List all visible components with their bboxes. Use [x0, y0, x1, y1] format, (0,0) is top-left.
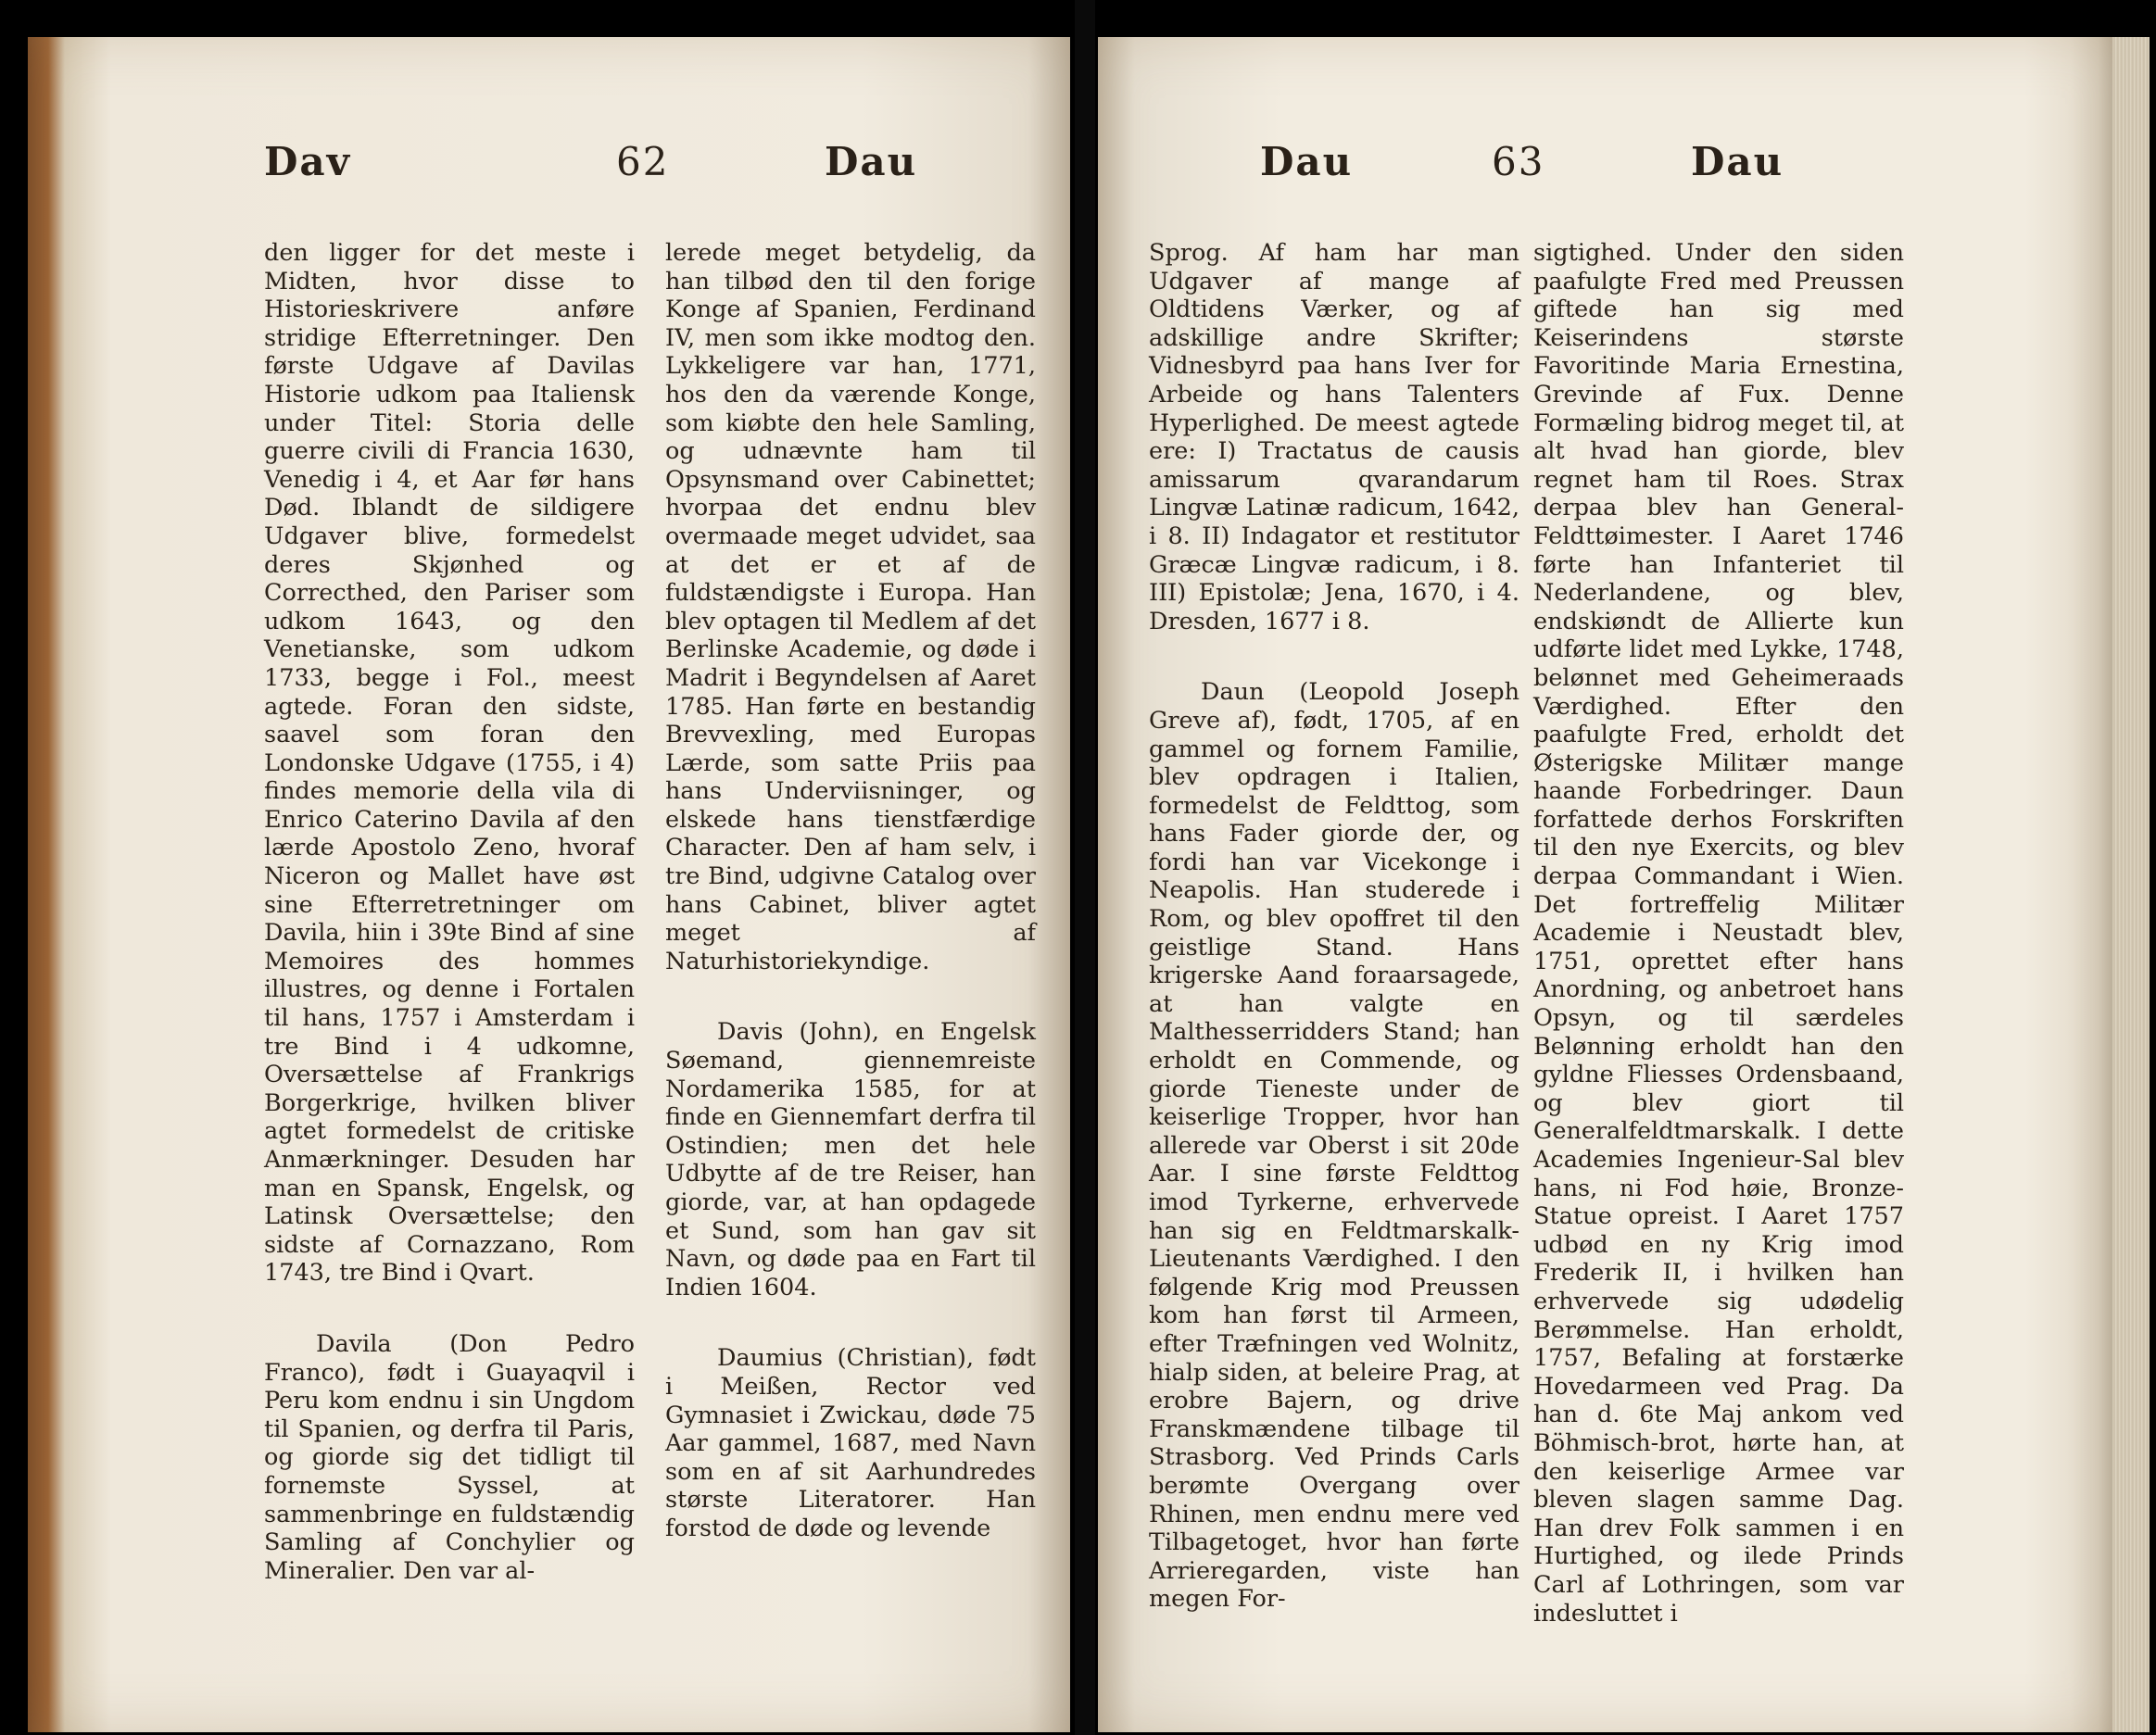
- text-column: [1533, 239, 1904, 1628]
- running-head-left: Dav: [264, 139, 352, 184]
- running-head-right: Dau: [1691, 139, 1784, 184]
- dictionary-entry: Daun (Leopold Joseph Greve af), født, 1705, af en gammel og fornem Familie, blev opdragen i Italien, formedelst de Feldttog, som hans Fader giorde der, og fordi han var Vicekonge i Neapolis. Han studerede i Rom, og blev opoffret til den geistlige Stand. Hans krigerske Aand foraarsagede, at han valgte en Malthesserridders Stand; han erholdt en Commende, og giorde Tieneste under de keiserlige Tropper, hvor han allerede var Oberst i sit 20de Aar. I sine første Feldttog imod Tyrkerne, erhvervede han sig en Feldtmarskalk-Lieutenants Værdighed. I den følgende Krig mod Preussen kom han først til Armeen, efter Træfningen ved Wolnitz, hialp siden, at beleire Prag, at erobre Bajern, og drive Franskmændene tilbage til Strasborg. Ved Prinds Carls berømte Overgang over Rhinen, men endnu mere ved Tilbagetoget, hvor han førte Arrieregarden, viste han megen For-: [1149, 678, 1519, 1614]
- text-column: [264, 239, 635, 1585]
- running-head-right: Dau: [825, 139, 918, 184]
- dictionary-entry: Daumius (Christian), født i Meißen, Rector ved Gymnasiet i Zwickau, døde 75 Aar gammel, 1687, med Navn som en af sit Aarhundredes største Literatorer. Han forstod de døde og levende: [665, 1344, 1036, 1542]
- page-block-edge: [2112, 37, 2150, 1732]
- left-page: [28, 37, 1070, 1732]
- page-number: 62: [616, 139, 670, 184]
- text-column: [1149, 239, 1519, 1614]
- page-number: 63: [1492, 139, 1545, 184]
- book-gutter: [1075, 0, 1095, 1735]
- text-continuation: Sprog. Af ham har man Udgaver af mange af Oldtidens Værker, og af adskillige andre Skrifter; Vidnesbyrd paa hans Iver for Arbeide og hans Talenters Hyperlighed. De meest agtede ere: I) Tractatus de causis amissarum qvarandarum Lingvæ Latinæ radicum, 1642, i 8. II) Indagator et restitutor Græcæ Lingvæ radicum, i 8. III) Epistolæ; Jena, 1670, i 4. Dresden, 1677 i 8.: [1149, 239, 1519, 635]
- right-page: [1098, 37, 2126, 1732]
- dictionary-entry: Davila (Don Pedro Franco), født i Guayaqvil i Peru kom endnu i sin Ungdom til Spanien, og derfra til Paris, og giorde sig det tidligt til fornemste Syssel, at sammenbringe en fuldstændig Samling af Conchylier og Mineralier. Den var al-: [264, 1329, 635, 1585]
- running-head-left: Dau: [1260, 139, 1354, 184]
- text-continuation: sigtighed. Under den siden paafulgte Fred med Preussen giftede han sig med Keiserindens største Favoritinde Maria Ernestina, Grevinde af Fux. Denne Formæling bidrog meget til, at alt hvad han giorde, blev regnet ham til Roes. Strax derpaa blev han General-Feldttøimester. I Aaret 1746 førte han Infanteriet til Nederlandene, og blev, endskiøndt de Allierte kun udførte lidet med Lykke, 1748, belønnet med Geheimeraads Værdighed. Efter den paafulgte Fred, erholdt det Østerigske Militær mange haande Forbedringer. Daun forfattede derhos Forskriften til den nye Exercits, og blev derpaa Commandant i Wien. Det fortreffelig Militær Academie i Neustadt blev, 1751, oprettet efter hans Anordning, og anbetroet hans Opsyn, og til særdeles Belønning erholdt han den gyldne Fliesses Ordensbaand, og blev giort til Generalfeldtmarskalk. I dette Academies Ingenieur-Sal blev hans, ni Fod høie, Bronze-Statue opreist. I Aaret 1757 udbød en ny Krig imod Frederik II, i hvilken han erhvervede sig udødelig Berømmelse. Han erholdt, 1757, Befaling at forstærke Hovedarmeen ved Prag. Da han d. 6te Maj ankom ved Böhmisch-brot, hørte han, at den keiserlige Armee var bleven slagen samme Dag. Han drev Folk sammen i en Hurtighed, og ilede Prinds Carl af Lothringen, som var indesluttet i: [1533, 239, 1904, 1628]
- text-continuation: lerede meget betydelig, da han tilbød den til den forige Konge af Spanien, Ferdinand IV, men som ikke modtog den. Lykkeligere var han, 1771, hos den da værende Konge, som kiøbte den hele Samling, og udnævnte ham til Opsynsmand over Cabinettet; hvorpaa det endnu blev overmaade meget udvidet, saa at det er et af de fuldstændigste i Europa. Han blev optagen til Medlem af det Berlinske Academie, og døde i Madrit i Begyndelsen af Aaret 1785. Han førte en bestandig Brevvexling, med Europas Lærde, som satte Priis paa hans Underviisninger, og elskede hans tienstfærdige Character. Den af ham selv, i tre Bind, udgivne Catalog over hans Cabinet, bliver agtet meget af Naturhistoriekyndige.: [665, 239, 1036, 975]
- dictionary-entry: Davis (John), en Engelsk Søemand, giennemreiste Nordamerika 1585, for at finde en Giennemfart derfra til Ostindien; men det hele Udbytte af de tre Reiser, han giorde, var, at han opdagede et Sund, som han gav sit Navn, og døde paa en Fart til Indien 1604.: [665, 1018, 1036, 1301]
- text-continuation: den ligger for det meste i Midten, hvor disse to Historieskrivere anføre stridige Efterretninger. Den første Udgave af Davilas Historie udkom paa Italiensk under Titel: Storia delle guerre civili di Francia 1630, Venedig i 4, et Aar før hans Død. Iblandt de sildigere Udgaver blive, formedelst deres Skjønhed og Correcthed, den Pariser som udkom 1643, og den Venetianske, som udkom 1733, begge i Fol., meest agtede. Foran den sidste, saavel som foran den Londonske Udgave (1755, i 4) findes memorie della vila di Enrico Caterino Davila af den lærde Apostolo Zeno, hvoraf Niceron og Mallet have øst sine Efterretretninger om Davila, hiin i 39te Bind af sine Memoires des hommes illustres, og denne i Fortalen til hans, 1757 i Amsterdam i tre Bind i 4 udkomne, Oversættelse af Frankrigs Borgerkrige, hvilken bliver agtet formedelst de critiske Anmærkninger. Desuden har man en Spansk, Engelsk, og Latinsk Oversættelse; den sidste af Cornazzano, Rom 1743, tre Bind i Qvart.: [264, 239, 635, 1288]
- text-column: [665, 239, 1036, 1543]
